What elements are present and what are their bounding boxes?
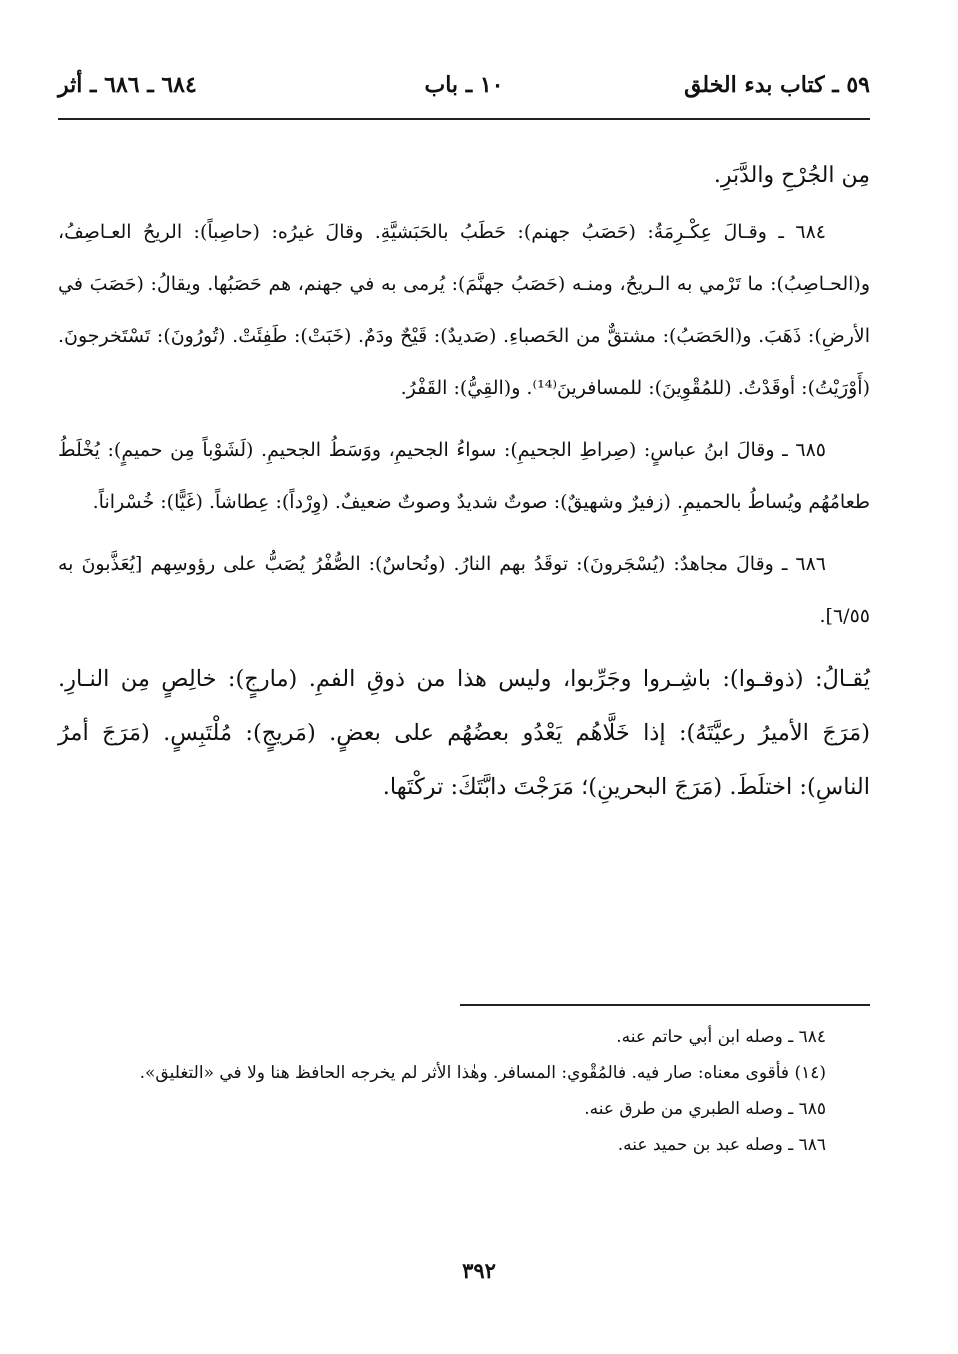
footnotes [58,1022,870,1166]
header-book-title: ٥٩ ـ كتاب بدء الخلق [684,72,870,98]
main-text [58,150,870,814]
header-narration-range: ٦٨٤ ـ ٦٨٦ ـ أثر [58,72,197,98]
opening-line: مِن الجُرْحِ والدَّبَرِ. [713,163,870,188]
footnote-684: ٦٨٤ ـ وصله ابن أبي حاتم عنه. [616,1027,826,1047]
footnote-14: (١٤) فأقوى معناه: صار فيه. فالمُقْوي: المسافر. وهٰذا الأثر لم يخرجه الحافظ هنا ولا في «التغليق». [139,1063,826,1083]
running-header [58,72,870,108]
footnote-686: ٦٨٦ ـ وصله عبد بن حميد عنه. [617,1135,826,1155]
paragraph-686: ٦٨٦ ـ وقالَ مجاهدٌ: (يُسْجَرونَ): توقَدُ بهم النارُ. (ونُحاسٌ): الصُّفْرُ يُصَبُّ على رؤوسِهم [يُعَذَّبونَ به ٦/٥٥]. [58,553,870,627]
footnote-rule [460,1004,870,1006]
header-rule [58,118,870,120]
page-number: ٣٩٢ [462,1258,496,1283]
header-chapter: ١٠ ـ باب [424,72,504,98]
main-commentary: يُقـالُ: (ذوقـوا): باشِـروا وجَرِّبوا، وليس هذا من ذوقِ الفمِ. (مارجٍ): خالِصٍ مِن النـارِ. (مَرَجَ الأميرُ رعيَّتَهُ): إذا خَلَّاهُم يَعْدُو بعضُهُم على بعضٍ. (مَريجٍ): مُلْتَبِسٍ. (مَرَجَ أمرُ الناسِ): اختلَطَ. (مَرَجَ البحرينِ)؛ مَرَجْتَ دابَّتَكَ: تركْتَها. [58,666,870,800]
paragraph-684: ٦٨٤ ـ وقـالَ عِكْـرِمَةُ: (حَصَبُ جهنم): حَطَبُ بالحَبَشيَّةِ. وقالَ غيرُه: (حاصِباً): الريحُ العـاصِفُ، و(الحـاصِبُ): ما تَرْمي به الـريحُ، ومنـه (حَصَبُ جهنَّمَ): يُرمى به في جهنم، هم حَصَبُها. ويقالُ: (حَصَبَ في الأرضِ): ذَهَبَ. و(الحَصَبُ): مشتقٌّ من الحَصباءِ. (صَديدٌ): قَيْحٌ ودَمٌ. (خَبَتْ): طَفِئَتْ. (تُورُونَ): تَسْتَخرجونَ. (أَوْرَيْتُ): أوقَدْتُ. (للمُقْوِينَ): للمسافرينَ⁽¹⁴⁾. و(القِيُّ): القَفْرُ. [58,221,870,399]
paragraph-685: ٦٨٥ ـ وقالَ ابنُ عباسٍ: (صِراطِ الجحيمِ): سواءُ الجحيمِ، ووَسَطُ الجحيمِ. (لَشَوْباً مِن حميمٍ): يُخْلَطُ طعامُهُم ويُساطُ بالحميمِ. (زفيرٌ وشهيقٌ): صوتٌ شديدٌ وصوتٌ ضعيفٌ. (وِرْداً): عِطاشاً. (غَيًّا): خُسْراناً. [58,439,870,513]
footnote-685: ٦٨٥ ـ وصله الطبري من طرق عنه. [584,1099,826,1119]
